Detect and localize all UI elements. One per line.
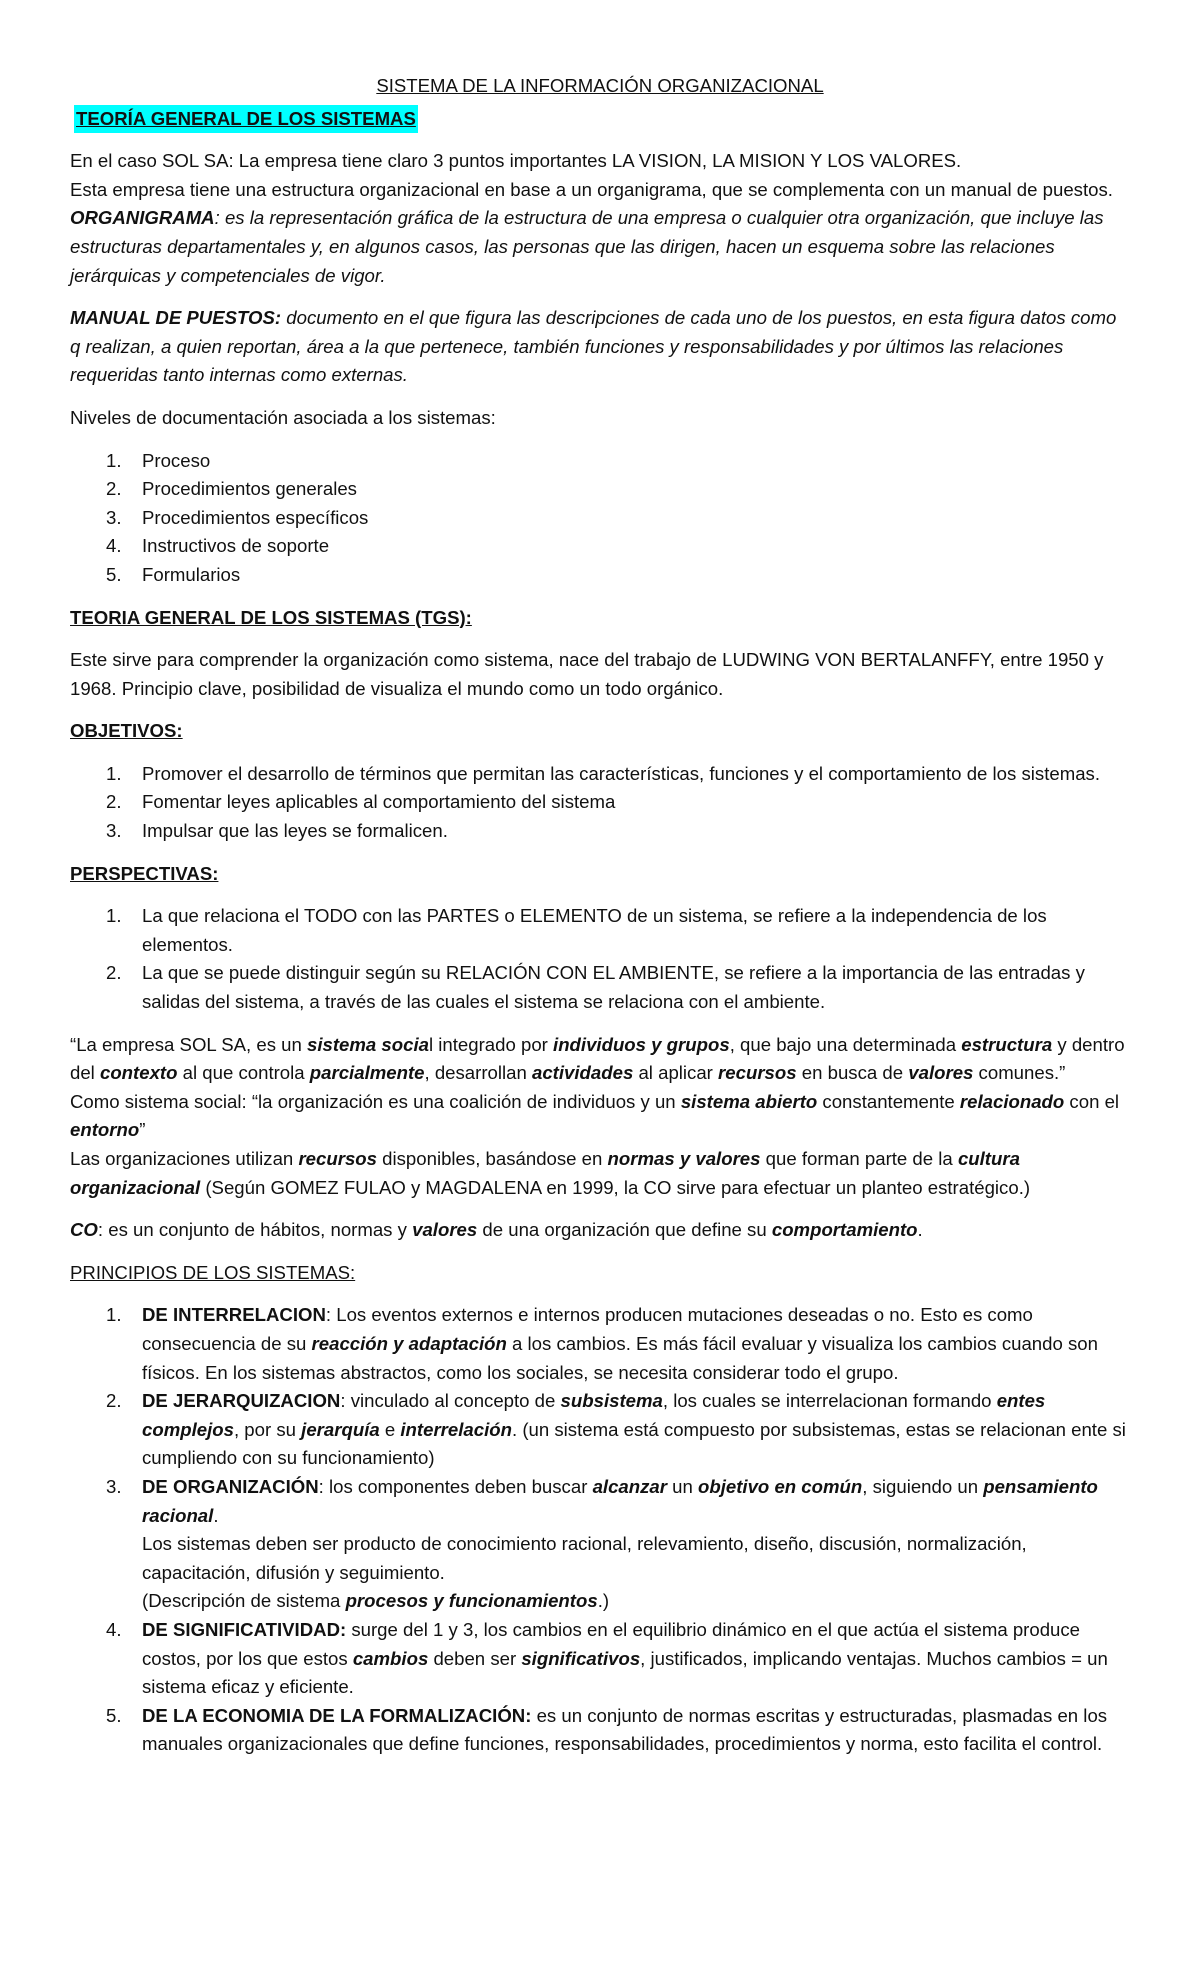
principle-subline: Los sistemas deben ser producto de conocimiento racional, relevamiento, diseño, discusión, normalización, capacitación, difusión y seguimiento.	[142, 1533, 1027, 1583]
intro-paragraph-2: Esta empresa tiene una estructura organizacional en base a un organigrama, que se complementa con un manual de puestos.	[70, 178, 1113, 200]
emphasis: subsistema	[560, 1390, 663, 1412]
sistema-social-block	[70, 1031, 1130, 1203]
list-item	[70, 504, 1130, 533]
list-item: 3. DE ORGANIZACIÓN: los componentes deben buscar alcanzar un objetivo en común, siguiendo un pensamiento racional. Los sistemas deben ser producto de conocimiento racional, relevamiento, diseño, discusión, normalización, capacitación, difusión y seguimiento. (Descripción de sistema procesos y funcionamientos.)	[70, 1473, 1130, 1616]
list-text: Formularios	[142, 563, 241, 585]
emphasis: sistema abierto	[680, 1090, 818, 1112]
social-paragraph: Como sistema social: “la organización es una coalición de individuos y un sistema abierto constantemente relacionado con el entorno”	[70, 1090, 1120, 1141]
list-text: La que relaciona el TODO con las PARTES o ELEMENTO de un sistema, se refiere a la independencia de los elementos.	[142, 905, 1047, 955]
list-item	[70, 760, 1130, 789]
list-number: 3.	[106, 506, 122, 528]
emphasis: alcanzar	[592, 1475, 667, 1497]
principle-label: DE LA ECONOMIA DE LA FORMALIZACIÓN:	[142, 1704, 532, 1726]
emphasis: pensamiento racional	[142, 1475, 1098, 1526]
emphasis: entorno	[70, 1119, 140, 1141]
organigrama-text: : es la representación gráfica de la estructura de una empresa o cualquier otra organización, que incluye las estructuras departamentales y, en algunos casos, las personas que las dirigen, hacen un esquema sobre las relaciones jerárquicas y competenciales de vigor.	[70, 207, 1104, 286]
list-number: 5.	[106, 1704, 122, 1726]
objetivos-list	[70, 760, 1130, 846]
list-item	[70, 788, 1130, 817]
principle-label: DE SIGNIFICATIVIDAD:	[142, 1618, 347, 1640]
objetivos-heading: OBJETIVOS:	[70, 720, 183, 742]
list-text: Impulsar que las leyes se formalicen.	[142, 820, 448, 842]
emphasis: recursos	[298, 1148, 377, 1169]
principle-subline: (Descripción de sistema procesos y funcionamientos.)	[142, 1590, 610, 1612]
emphasis: objetivo en común	[698, 1475, 863, 1497]
emphasis: parcialmente	[309, 1062, 425, 1084]
intro-block	[70, 147, 1130, 290]
list-number: 3.	[106, 1475, 122, 1497]
principle-label: DE JERARQUIZACION	[142, 1390, 341, 1412]
principios-heading: PRINCIPIOS DE LOS SISTEMAS:	[70, 1261, 356, 1283]
principle-label: DE INTERRELACION	[142, 1304, 326, 1326]
list-number: 4.	[106, 1618, 122, 1640]
emphasis: procesos y funcionamientos	[345, 1590, 598, 1612]
emphasis: jerarquía	[301, 1418, 380, 1440]
list-item: 4. DE SIGNIFICATIVIDAD: surge del 1 y 3, los cambios en el equilibrio dinámico en el que actúa el sistema produce costos, por los que estos cambios deben ser significativos, justificados, implicando ventajas. Muchos cambios = un sistema eficaz y eficiente.	[70, 1616, 1130, 1702]
list-number: 2.	[106, 1390, 122, 1412]
tgs-heading: TEORIA GENERAL DE LOS SISTEMAS (TGS):	[70, 606, 472, 628]
emphasis: CO	[70, 1219, 98, 1241]
list-text: La que se puede distinguir según su RELACIÓN CON EL AMBIENTE, se refiere a la importancia de las entradas y salidas del sistema, a través de las cuales el sistema se relaciona con el ambiente.	[142, 962, 1085, 1013]
niveles-list	[70, 447, 1130, 590]
co-definition: CO: es un conjunto de hábitos, normas y valores de una organización que define su comportamiento.	[70, 1219, 923, 1241]
emphasis: relacionado	[959, 1090, 1065, 1112]
list-number: 1.	[106, 762, 122, 784]
list-number: 1.	[106, 905, 122, 927]
emphasis: contexto	[99, 1062, 178, 1084]
list-text: Procedimientos generales	[142, 478, 357, 500]
list-item	[70, 532, 1130, 561]
organizaciones-paragraph: Las organizaciones utilizan recursos disponibles, basándose en normas y valores que forman parte de la cultura organizacional (Según GOMEZ FULAO y MAGDALENA en 1999, la CO sirve para efectuar un planteo estratégico.)	[70, 1148, 1031, 1198]
principios-list	[70, 1301, 1130, 1759]
list-text: Instructivos de soporte	[142, 535, 330, 557]
list-text: Procedimientos específicos	[142, 506, 369, 528]
emphasis: reacción y adaptación	[311, 1332, 507, 1354]
emphasis: cultura organizacional	[70, 1148, 1020, 1198]
manual-definition	[70, 304, 1130, 390]
tgs-paragraph: Este sirve para comprender la organización como sistema, nace del trabajo de LUDWING VON BERTALANFFY, entre 1950 y 1968. Principio clave, posibilidad de visualiza el mundo como un todo orgánico.	[70, 649, 1104, 699]
list-number: 2.	[106, 478, 122, 500]
list-text: Proceso	[142, 449, 211, 471]
perspectivas-heading: PERSPECTIVAS:	[70, 862, 219, 884]
list-item: 1. DE INTERRELACION: Los eventos externos e internos producen mutaciones deseadas o no. Esto es como consecuencia de su reacción y adaptación a los cambios. Es más fácil evaluar y visualiza los cambios cuando son físicos. En los sistemas abstractos, como los sociales, se necesita considerar todo el grupo.	[70, 1301, 1130, 1387]
manual-label: MANUAL DE PUESTOS:	[70, 307, 282, 329]
intro-paragraph-1: En el caso SOL SA: La empresa tiene claro 3 puntos importantes LA VISION, LA MISION Y LOS VALORES.	[70, 150, 962, 172]
list-item: 2. DE JERARQUIZACION: vinculado al concepto de subsistema, los cuales se interrelacionan formando entes complejos, por su jerarquía e interrelación. (un sistema está compuesto por subsistemas, estas se relacionan ente si cumpliendo con su funcionamiento)	[70, 1387, 1130, 1473]
perspectivas-list	[70, 902, 1130, 1016]
emphasis: individuos y grupos	[553, 1033, 730, 1055]
highlighted-heading: TEORÍA GENERAL DE LOS SISTEMAS	[74, 105, 418, 134]
emphasis: recursos	[718, 1062, 797, 1084]
emphasis: sistema socia	[307, 1033, 429, 1055]
emphasis: actividades	[532, 1062, 634, 1084]
list-number: 3.	[106, 820, 122, 842]
emphasis: significativos	[521, 1647, 641, 1669]
manual-text: documento en el que figura las descripciones de cada uno de los puestos, en esta figura datos como q realizan, a quien reportan, área a la que pertenece, también funciones y responsabilidades y por últimos las relaciones requeridas tanto internas como externas.	[70, 307, 1117, 386]
list-text: Fomentar leyes aplicables al comportamiento del sistema	[142, 791, 616, 813]
list-item	[70, 959, 1130, 1016]
organigrama-definition	[70, 204, 1130, 290]
list-item: 5. DE LA ECONOMIA DE LA FORMALIZACIÓN: es un conjunto de normas escritas y estructuradas, plasmadas en los manuales organizacionales que define funciones, responsabilidades, procedimientos y norma, esto facilita el control.	[70, 1702, 1130, 1759]
list-number: 1.	[106, 1304, 122, 1326]
quote-paragraph: “La empresa SOL SA, es un sistema social integrado por individuos y grupos, que bajo una determinada estructura y dentro del contexto al que controla parcialmente, desarrollan actividades al aplicar recursos en busca de valores comunes.”	[70, 1033, 1125, 1084]
list-item	[70, 447, 1130, 476]
emphasis: entes complejos	[142, 1390, 1046, 1440]
list-item	[70, 817, 1130, 846]
document-title: SISTEMA DE LA INFORMACIÓN ORGANIZACIONAL	[376, 75, 824, 96]
list-number: 5.	[106, 563, 122, 585]
list-item	[70, 561, 1130, 590]
emphasis: estructura	[961, 1033, 1053, 1055]
list-text: Promover el desarrollo de términos que permitan las características, funciones y el comportamiento de los sistemas.	[142, 762, 1100, 784]
emphasis: normas y valores	[607, 1148, 761, 1169]
emphasis: valores	[412, 1219, 478, 1241]
principle-label: DE ORGANIZACIÓN	[142, 1475, 319, 1497]
list-number: 2.	[106, 791, 122, 813]
organigrama-label: ORGANIGRAMA	[70, 207, 215, 229]
list-number: 1.	[106, 449, 122, 471]
emphasis: comportamiento	[771, 1219, 918, 1241]
list-item	[70, 902, 1130, 959]
list-item	[70, 475, 1130, 504]
list-number: 2.	[106, 962, 122, 984]
emphasis: valores	[908, 1062, 974, 1084]
section-title-tgs	[70, 105, 1130, 134]
list-number: 4.	[106, 535, 122, 557]
emphasis: interrelación	[400, 1418, 512, 1440]
niveles-intro: Niveles de documentación asociada a los sistemas:	[70, 406, 496, 428]
emphasis: cambios	[352, 1647, 429, 1669]
